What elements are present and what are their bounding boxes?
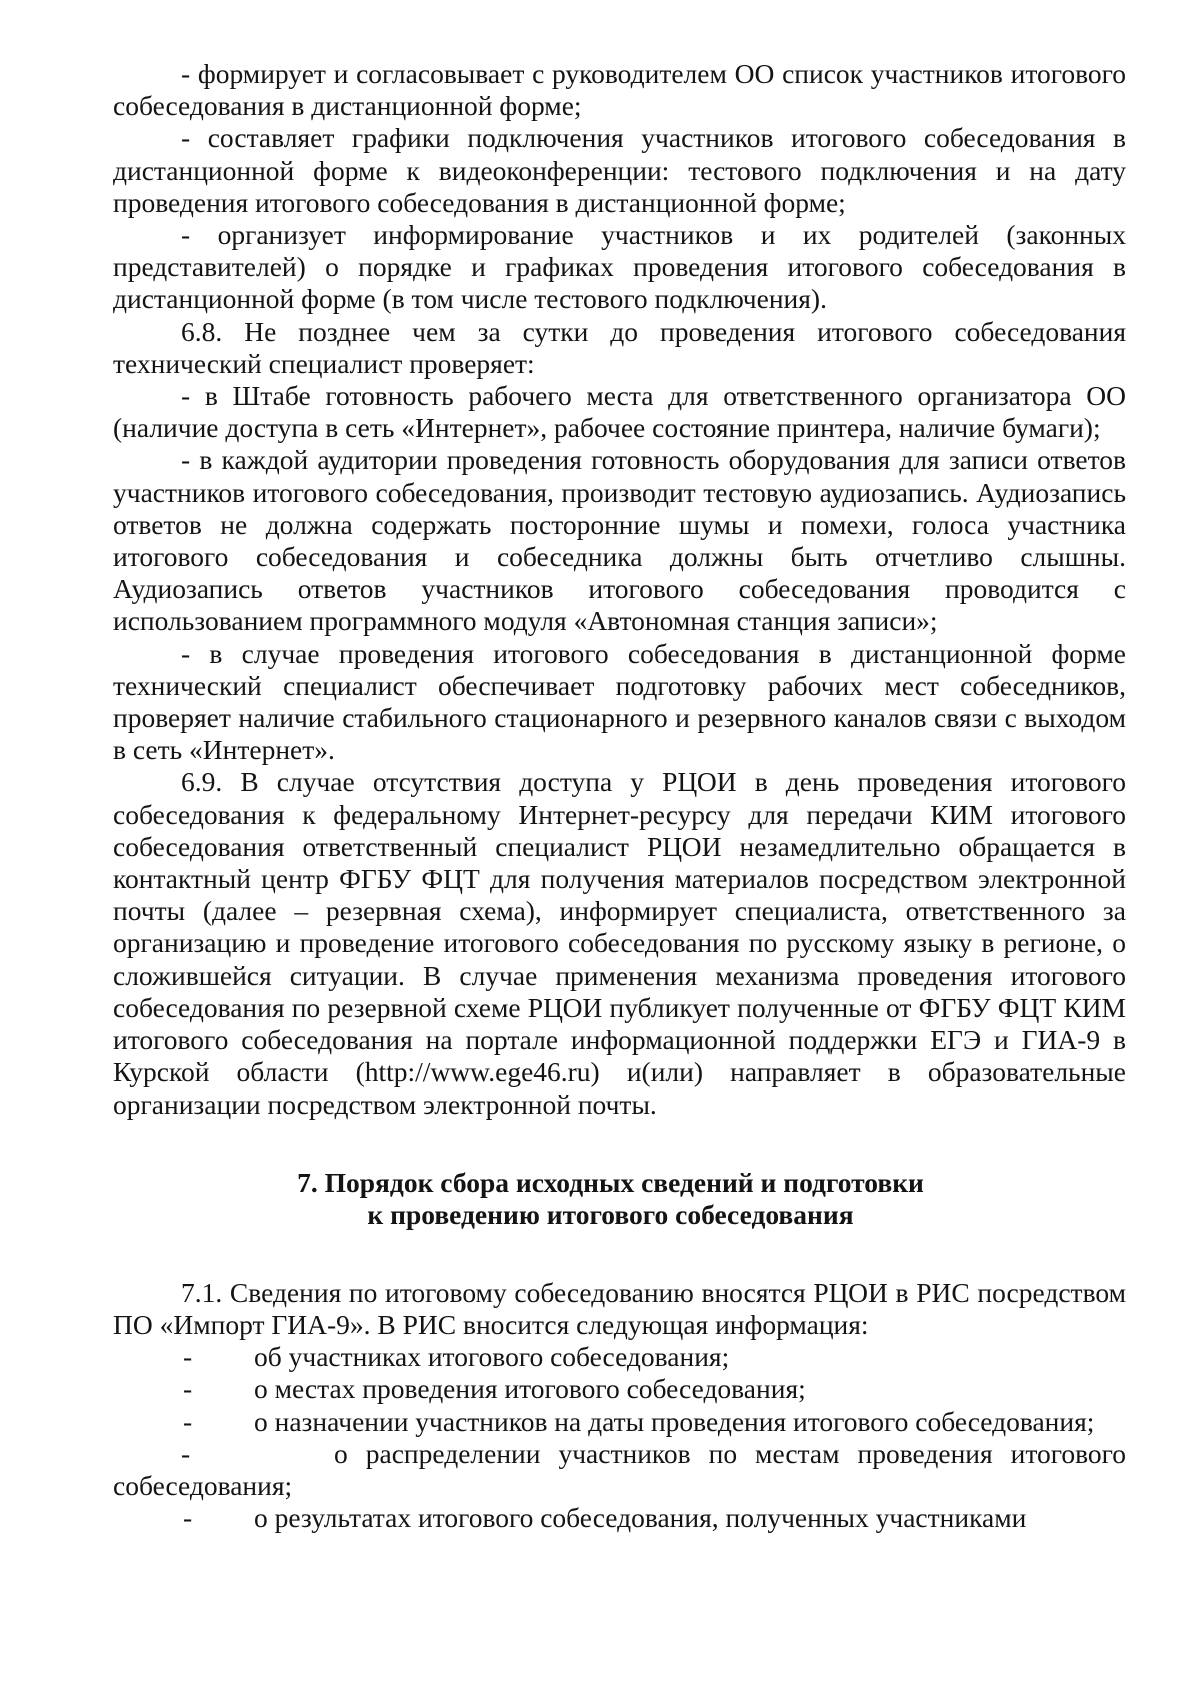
list-item-text: о местах проведения итогового собеседования; [254, 1373, 806, 1405]
list-item [113, 1341, 1126, 1373]
paragraph-6-9: 6.9. В случае отсутствия доступа у РЦОИ в день проведения итогового собеседования к федеральному Интернет-ресурсу для передачи КИМ итогового собеседования ответственный специалист РЦОИ незамедлительно обращается в контактный центр ФГБУ ФЦТ для получения материалов посредством электронной почты (далее – резервная схема), информирует специалиста, ответственного за организацию и проведение итогового собеседования по русскому языку в регионе, о сложившейся ситуации. В случае применения механизма проведения итогового собеседования по резервной схеме РЦОИ публикует полученные от ФГБУ ФЦТ КИМ итогового собеседования на портале информационной поддержки ЕГЭ и ГИА-9 в Курской области (http://www.ege46.ru) и(или) направляет в образовательные организации посредством электронной почты. [113, 766, 1126, 1120]
paragraph-remote-check: - в случае проведения итогового собеседования в дистанционной форме технический специалист обеспечивает подготовку рабочих мест собеседников, проверяет наличие стабильного стационарного и резервного каналов связи с выходом в сеть «Интернет». [113, 637, 1126, 766]
list-item-distribution: - о распределении участников по местам проведения итогового собеседования; [113, 1437, 1133, 1501]
paragraph-audio-check: - в каждой аудитории проведения готовность оборудования для записи ответов участников итогового собеседования, производит тестовую аудиозапись. Аудиозапись ответов не должна содержать посторонние шумы и помехи, голоса участника итогового собеседования и собеседника должны быть отчетливо слышны. Аудиозапись ответов участников итогового собеседования проводится с использованием программного модуля «Автономная станция записи»; [113, 444, 1126, 637]
list-dash: - [183, 1341, 193, 1373]
paragraph-6-8: 6.8. Не позднее чем за сутки до проведения итогового собеседования технический специалист проверяет: [113, 315, 1126, 379]
paragraph-informing: - организует информирование участников и их родителей (законных представителей) о порядке и графиках проведения итогового собеседования в дистанционной форме (в том числе тестового подключения). [113, 219, 1126, 315]
list-item [113, 1502, 1126, 1534]
list-dash: - [183, 1405, 193, 1437]
list-item-text: о назначении участников на даты проведения итогового собеседования; [254, 1405, 1095, 1437]
list-dash: - [183, 1373, 193, 1405]
list-item-text: об участниках итогового собеседования; [254, 1341, 730, 1373]
list-item [113, 1406, 1126, 1438]
list-item [113, 1373, 1126, 1405]
list-dash: - [183, 1502, 193, 1534]
paragraph-7-1: 7.1. Сведения по итоговому собеседованию вносятся РЦОИ в РИС посредством ПО «Импорт ГИА-9». В РИС вносится следующая информация: [113, 1276, 1126, 1340]
paragraph-coordinate-list: - формирует и согласовывает с руководителем ОО список участников итогового собеседования в дистанционной форме; [113, 58, 1126, 122]
paragraph-connection-schedule: - составляет графики подключения участников итогового собеседования в дистанционной форме к видеоконференции: тестового подключения и на дату проведения итогового собеседования в дистанционной форме; [113, 122, 1126, 218]
section-heading-line-2: к проведению итогового собеседования [367, 1198, 854, 1230]
paragraph-headquarters-check: - в Штабе готовность рабочего места для ответственного организатора ОО (наличие доступа в сеть «Интернет», рабочее состояние принтера, наличие бумаги); [113, 380, 1126, 444]
section-heading [113, 1167, 1126, 1231]
list-item-text: о результатах итогового собеседования, полученных участниками [254, 1502, 1027, 1534]
section-heading-line-1: 7. Порядок сбора исходных сведений и подготовки [297, 1166, 924, 1198]
